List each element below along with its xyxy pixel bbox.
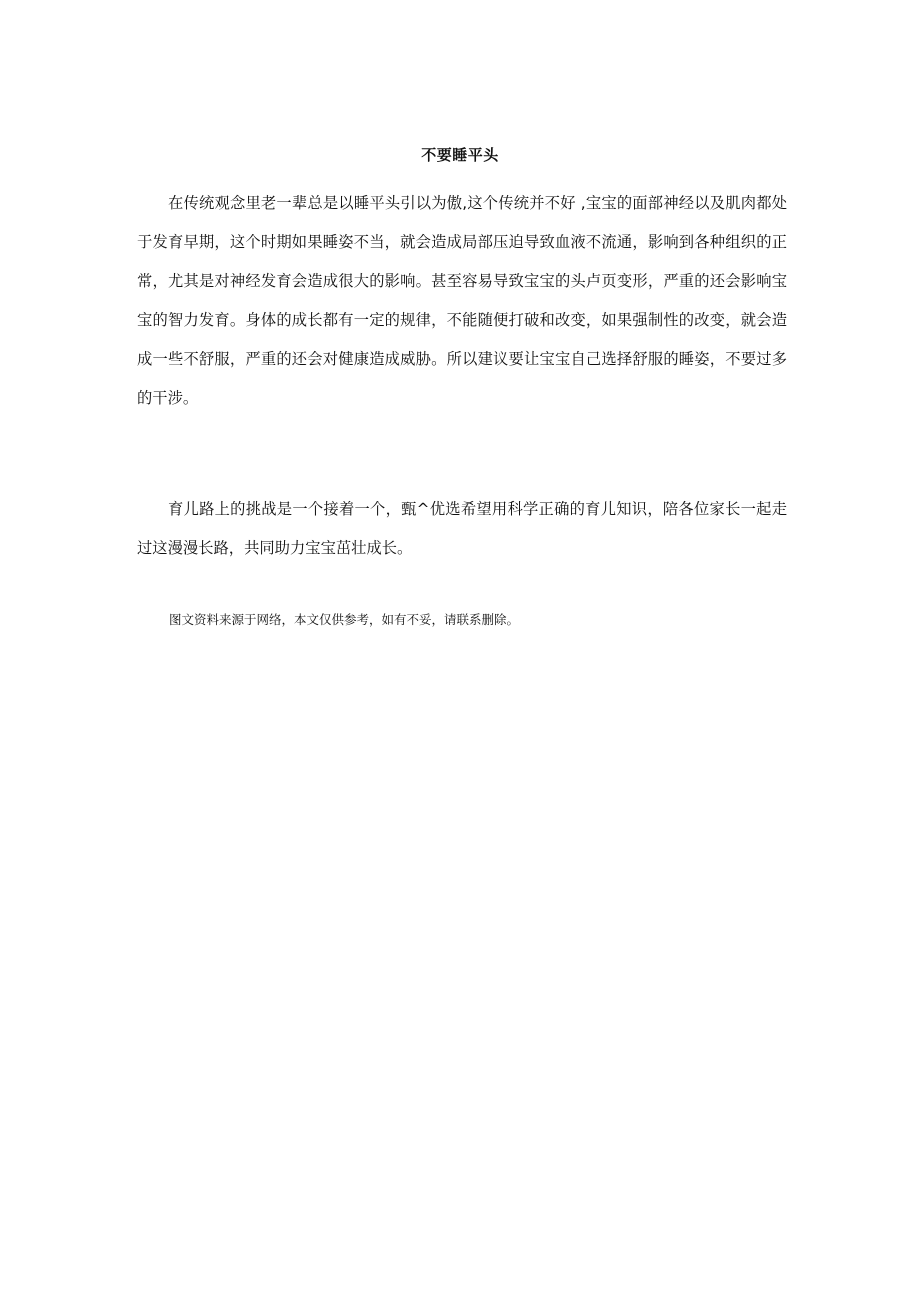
document-title: 不要睡平头: [421, 146, 499, 164]
body-paragraph-1: 在传统观念里老一辈总是以睡平头引以为傲,这个传统并不好 ,宝宝的面部神经以及肌肉都处于发育早期，这个时期如果睡姿不当，就会造成局部压迫导致血液不流通，影响到各种组织的正常，尤其是对神经发育会造成很大的影响。甚至容易导致宝宝的头卢页变形，严重的还会影响宝宝的智力发育。身体的成长都有一定的规律，不能随便打破和改变，如果强制性的改变，就会造成一些不舒服，严重的还会对健康造成威胁。所以建议要让宝宝自己选择舒服的睡姿，不要过多的干涉。: [137, 194, 787, 407]
source-disclaimer: 图文资料来源于网络，本文仅供参考，如有不妥，请联系删除。: [169, 612, 520, 627]
body-paragraph-2: 育儿路上的挑战是一个接着一个，甄^优选希望用科学正确的育儿知识，陪各位家长一起走过这漫漫长路，共同助力宝宝茁壮成长。: [137, 500, 787, 557]
